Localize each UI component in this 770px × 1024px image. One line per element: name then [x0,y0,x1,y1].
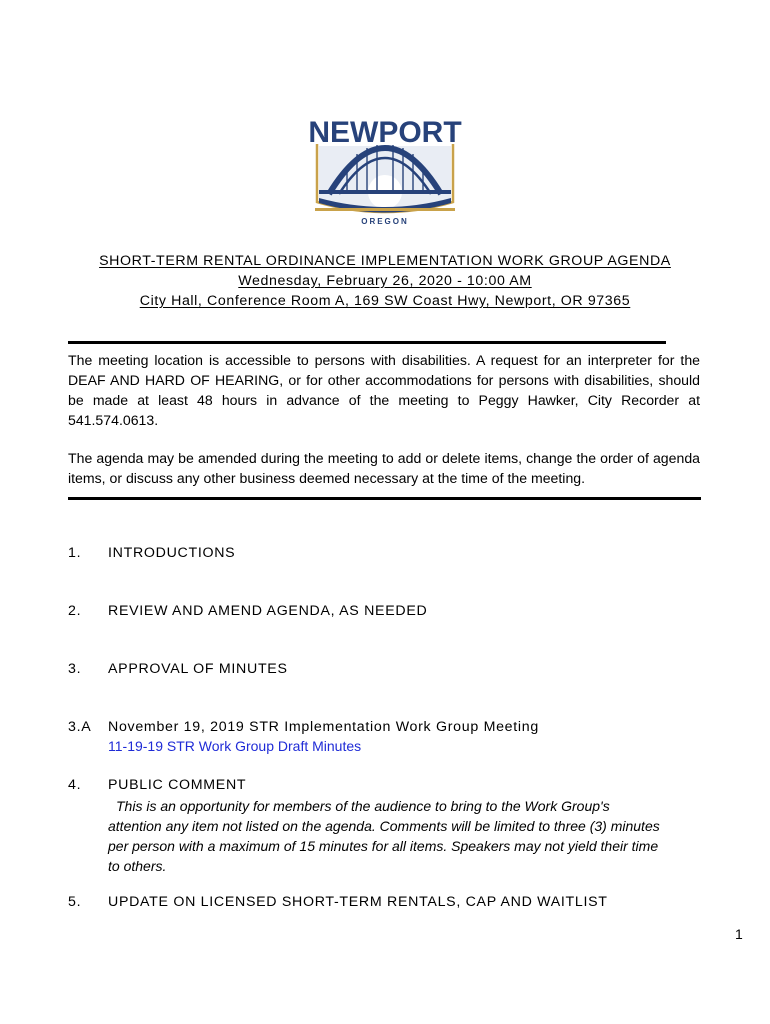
logo-subtext: OREGON [361,217,409,226]
agenda-item-title: PUBLIC COMMENT [108,777,247,793]
amendment-notice [68,448,700,488]
draft-minutes-link[interactable]: 11-19-19 STR Work Group Draft Minutes [108,738,362,754]
notice-divider [68,497,701,500]
newport-oregon-logo [305,104,465,234]
accessibility-notice [68,350,700,430]
note-line: per person with a maximum of 15 minutes for all items. Speakers may not yield their time [108,838,659,854]
accessibility-line: The meeting location is accessible to persons with disabilities. A request for an interpreter for [68,352,675,368]
note-line: attention any item not listed on the agenda. Comments will be limited to three (3) minutes [108,818,660,834]
agenda-item-title: REVIEW AND AMEND AGENDA, AS NEEDED [108,603,428,619]
page-number: 1 [735,926,743,942]
logo-wordmark: NEWPORT [308,116,462,149]
header-divider [68,341,666,344]
amendment-line: agenda items, or discuss any other business deemed necessary at the time of the meeting. [68,450,700,486]
meeting-datetime: Wednesday, February 26, 2020 - 10:00 AM [238,273,532,289]
agenda-item-number: 4. [68,777,82,793]
meeting-location: City Hall, Conference Room A, 169 SW Coast Hwy, Newport, OR 97365 [139,293,631,309]
note-line: This is an opportunity for members of the audience to bring to the Work Group's [116,798,610,814]
accessibility-line: Recorder at 541.574.0613. [68,392,700,428]
agenda-item-number: 5. [68,894,82,910]
newport-logo-graphic [305,104,465,234]
agenda-item-title: APPROVAL OF MINUTES [108,661,288,677]
agenda-item-title: UPDATE ON LICENSED SHORT-TERM RENTALS, CAP AND WAITLIST [108,894,608,910]
accessibility-line: the DEAF AND HARD OF HEARING, or for other accommodations for persons with [68,352,700,388]
agenda-title: SHORT-TERM RENTAL ORDINANCE IMPLEMENTATION WORK GROUP AGENDA [99,253,671,269]
agenda-item-number: 3. [68,661,82,677]
agenda-item-title: November 19, 2019 STR Implementation Work Group Meeting [108,719,539,735]
public-comment-note [108,796,708,876]
agenda-item-title: INTRODUCTIONS [108,545,236,561]
note-line: to others. [108,858,167,874]
amendment-line: The agenda may be amended during the meeting to add or delete items, change the order of [68,450,649,466]
agenda-item-number: 1. [68,545,82,561]
accessibility-line: disabilities, should be made at least 48 hours in advance of the meeting to Peggy Hawker, City [68,372,700,408]
agenda-item-number: 2. [68,603,82,619]
agenda-item-number: 3.A [68,719,92,735]
